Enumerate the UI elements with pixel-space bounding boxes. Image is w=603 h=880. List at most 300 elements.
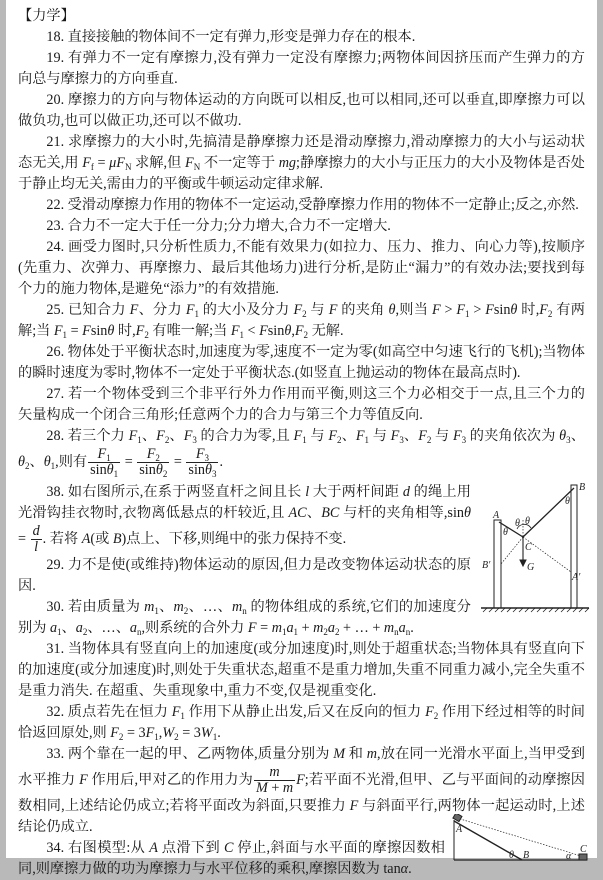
variable-subscript: 2: [155, 453, 160, 463]
variable-subscript: n: [137, 627, 142, 637]
variable-symbol: AC: [288, 505, 307, 521]
math-variable: [185, 155, 200, 171]
variable-symbol: θ: [510, 302, 518, 318]
variable-symbol: W: [200, 725, 213, 741]
text-run: 时,: [517, 302, 540, 318]
svg-text:B: B: [523, 850, 530, 861]
variable-symbol: W: [162, 725, 175, 741]
variable-subscript: 1: [50, 460, 56, 471]
text-run: 求解,但: [131, 155, 186, 171]
variable-subscript: 1: [293, 627, 299, 637]
variable-symbol: m: [231, 599, 243, 615]
math-variable: [98, 446, 111, 462]
text-run: >: [469, 302, 486, 318]
text-run: =: [256, 620, 272, 636]
math-variable: [485, 302, 494, 318]
math-variable: [283, 780, 293, 796]
text-run: + … +: [339, 620, 384, 636]
fraction-numerator: [88, 447, 120, 463]
variable-symbol: m: [282, 780, 294, 796]
text-run: 作用下经过相等的时间恰返回原处,则: [18, 704, 585, 741]
variable-symbol: m: [144, 599, 155, 615]
math-variable: [156, 428, 169, 444]
math-variable: [286, 620, 298, 636]
variable-symbol: M: [333, 746, 346, 762]
text-run: 29. 力不是使(或维持)物体运动的原因,但力是改变物体运动状态的原因.: [18, 557, 471, 594]
variable-subscript: 1: [113, 469, 119, 479]
variable-subscript: 2: [82, 627, 88, 637]
text-run: >: [440, 302, 457, 318]
item-23: [18, 216, 585, 237]
text-run: 18. 直接接触的物体间不一定有弹力,形变是弹力存在的根本.: [46, 29, 416, 45]
variable-subscript: 1: [239, 330, 244, 340]
text-run: 、…、: [87, 620, 130, 636]
variable-symbol: F: [539, 302, 548, 318]
text-run: .: [219, 453, 224, 470]
fraction: [31, 524, 42, 555]
variable-subscript: 1: [106, 453, 111, 463]
variable-symbol: m: [383, 620, 395, 636]
variable-symbol: M: [255, 780, 268, 796]
text-run: =: [121, 453, 137, 470]
text-run: 有唯一解;当: [148, 323, 231, 339]
variable-symbol: d: [402, 484, 410, 500]
math-variable: [130, 620, 142, 636]
variable-symbol: m: [173, 599, 184, 615]
text-run: 和: [345, 746, 367, 762]
text-run: 时,: [114, 323, 136, 339]
variable-subscript: 2: [547, 309, 553, 319]
math-variable: [34, 539, 38, 555]
text-run: 22. 受滑动摩擦力作用的物体不一定运动,受静摩擦力作用的物体不一定静止;反之,亦然.: [46, 197, 579, 213]
variable-symbol: a: [327, 620, 335, 636]
variable-symbol: μF: [109, 155, 125, 171]
math-variable: [453, 428, 466, 444]
fraction: [254, 765, 295, 796]
text-run: 有两解;当: [18, 302, 585, 339]
variable-subscript: 1: [302, 435, 307, 445]
variable-symbol: F: [128, 428, 138, 444]
math-variable: [33, 523, 40, 539]
variable-symbol: F: [328, 428, 337, 444]
item-32: [18, 702, 585, 744]
variable-symbol: F: [97, 446, 107, 462]
variable-symbol: m: [366, 746, 378, 762]
variable-symbol: m: [269, 764, 280, 780]
math-variable: [367, 746, 377, 762]
variable-subscript: 2: [323, 627, 328, 637]
variable-symbol: θ: [559, 428, 567, 444]
variable-subscript: 1: [62, 330, 68, 340]
math-variable: [18, 454, 29, 470]
variable-symbol: θ: [43, 453, 51, 470]
math-variable: [82, 323, 91, 339]
text-run: 、…、: [188, 599, 232, 615]
text-run: 、: [29, 453, 44, 470]
fraction-denominator: [31, 540, 42, 555]
variable-subscript: 2: [336, 435, 342, 445]
item-31: [18, 639, 585, 702]
math-variable: [110, 725, 123, 741]
text-run: 作用下从静止出发,后又在反向的恒力: [184, 704, 426, 720]
text-run: ,: [158, 725, 163, 741]
svg-text:G: G: [527, 562, 535, 573]
math-variable: [44, 454, 55, 470]
text-run: 与: [431, 428, 453, 444]
variable-symbol: F: [230, 323, 240, 339]
text-run: 的夹角依次为: [466, 428, 560, 444]
math-variable: [399, 620, 411, 636]
text-run: .: [408, 861, 412, 877]
variable-symbol: l: [34, 539, 39, 555]
math-variable: [109, 155, 131, 171]
text-run: 、: [306, 505, 322, 521]
text-run: 与: [306, 428, 329, 444]
variable-symbol: θ: [18, 453, 25, 470]
text-run: 的夹角: [337, 302, 389, 318]
math-variable: [76, 620, 88, 636]
text-run: 、: [61, 620, 76, 636]
variable-subscript: 2: [164, 435, 170, 445]
variable-symbol: θ: [464, 505, 471, 521]
item-22: [18, 195, 585, 216]
text-run: 与斜面平行,两物体一起运动时,上述结论仍成立.: [18, 798, 585, 835]
math-variable: [248, 620, 257, 636]
variable-subscript: 3: [204, 453, 210, 463]
math-variable: [231, 323, 244, 339]
variable-symbol: α: [400, 861, 409, 877]
math-variable: [272, 620, 287, 636]
variable-symbol: F: [425, 704, 434, 720]
text-run: ;若平面不光滑,但甲、乙与平面间的动摩擦因数相同,上述结论仍成立;若将平面改为斜面,只要推力: [18, 771, 585, 814]
text-run: 20. 摩擦力的方向与物体运动的方向既可以相反,也可以相同,还可以垂直,即摩擦力可以做负功,也可以做正功,还可以不做功.: [18, 92, 585, 129]
math-variable: [205, 462, 216, 478]
variable-subscript: 2: [303, 330, 309, 340]
variable-symbol: F: [247, 620, 257, 636]
text-run: 与: [306, 302, 329, 318]
math-variable: [174, 599, 189, 615]
variable-symbol: F: [294, 323, 304, 339]
fraction-numerator: [186, 447, 218, 463]
text-run: 大于两杆间距: [309, 484, 403, 500]
text-run: 与: [369, 428, 391, 444]
text-run: <: [244, 323, 260, 339]
variable-subscript: 1: [180, 711, 185, 721]
variable-symbol: mg: [278, 155, 297, 171]
text-run: 23. 合力不一定大于任一分力;分力增大,合力不一定增大.: [46, 218, 391, 234]
variable-subscript: 2: [433, 711, 439, 721]
text-run: 、: [341, 428, 356, 444]
variable-symbol: F: [293, 302, 303, 318]
text-run: =: [93, 155, 110, 171]
math-variable: [425, 704, 438, 720]
variable-subscript: n: [242, 606, 247, 616]
text-run: 32. 质点若先在恒力: [46, 704, 172, 720]
text-run: 、: [169, 428, 184, 444]
math-variable: [313, 620, 328, 636]
text-run: sin: [188, 462, 205, 478]
math-variable: [356, 428, 369, 444]
variable-subscript: n: [394, 627, 399, 637]
variable-symbol: F: [293, 428, 303, 444]
variable-subscript: 2: [183, 606, 189, 616]
fraction: [186, 447, 218, 478]
math-variable: [464, 505, 471, 521]
variable-subscript: 2: [144, 330, 149, 340]
variable-subscript: 2: [174, 732, 179, 742]
variable-subscript: 2: [24, 460, 30, 471]
variable-symbol: θ: [155, 462, 163, 478]
fraction-denominator: [254, 781, 295, 796]
variable-symbol: F: [452, 428, 462, 444]
math-variable: [294, 428, 307, 444]
svg-text:A: A: [493, 510, 500, 521]
text-run: 、: [403, 428, 419, 444]
item-21: [18, 132, 585, 195]
variable-symbol: θ: [107, 323, 115, 339]
text-run: 不一定等于: [200, 155, 279, 171]
text-run: 无解.: [308, 323, 344, 339]
math-variable: [559, 428, 570, 444]
text-run: = 3: [123, 725, 146, 741]
svg-text:A′: A′: [572, 572, 581, 583]
left-pole: [494, 520, 501, 608]
variable-symbol: θ: [106, 462, 114, 478]
text-run: =: [170, 453, 186, 470]
variable-symbol: F: [79, 771, 88, 788]
math-variable: [288, 505, 306, 521]
math-variable: [196, 446, 209, 462]
variable-symbol: F: [349, 798, 359, 814]
fraction-numerator: [31, 524, 42, 540]
math-variable: [147, 446, 160, 462]
text-run: 的绳上用光滑钩挂衣物时,衣物离低悬点的杆较近,且: [18, 484, 471, 521]
svg-text:θ: θ: [515, 518, 520, 529]
math-variable: [391, 428, 404, 444]
math-variable: [144, 599, 159, 615]
variable-symbol: l: [305, 484, 310, 500]
variable-symbol: d: [32, 523, 40, 539]
item-28: [18, 426, 585, 478]
variable-symbol: F: [145, 725, 155, 741]
math-variable: [130, 302, 139, 318]
text-run: sin: [90, 462, 107, 478]
svg-text:θ: θ: [503, 527, 508, 538]
math-variable: [259, 323, 268, 339]
variable-symbol: F: [185, 155, 194, 171]
text-run: 38. 如右图所示,在系于两竖直杆之间且长: [46, 484, 306, 500]
variable-subscript: 3: [566, 435, 571, 445]
incline-model-figure: [451, 814, 591, 868]
math-variable: [403, 484, 410, 500]
variable-subscript: N: [124, 162, 132, 172]
item-34: [18, 824, 587, 880]
text-run: 、分力: [138, 302, 186, 318]
variable-symbol: F: [82, 323, 91, 339]
variable-subscript: 2: [335, 627, 340, 637]
variable-symbol: BC: [321, 505, 340, 521]
svg-text:C: C: [525, 542, 532, 553]
variable-symbol: θ: [388, 302, 396, 318]
text-run: 的合力为零,且: [196, 428, 294, 444]
variable-symbol: a: [129, 620, 137, 636]
text-run: 27. 若一个物体受到三个非平行外力作用而平衡,则这三个力必相交于一点,且三个力的矢量构成一个闭合三角形;任意两个力的合力与第三个力等值反向.: [18, 386, 585, 423]
text-run: (或: [90, 530, 113, 547]
text-run: +: [298, 620, 314, 636]
variable-symbol: F: [485, 302, 494, 318]
math-variable: [186, 302, 199, 318]
text-run: ,则有: [55, 453, 88, 470]
math-variable: [184, 428, 197, 444]
math-variable: [418, 428, 431, 444]
text-run: 停止,斜面与水平面的摩擦因数相同,则摩擦力做的功为摩擦力与水平位移的乘积,摩擦因数为 tan: [18, 840, 445, 877]
variable-subscript: 1: [364, 435, 370, 445]
variable-symbol: F: [146, 446, 156, 462]
variable-symbol: F: [195, 446, 205, 462]
variable-subscript: 1: [194, 309, 199, 319]
item-26: [18, 342, 585, 384]
variable-subscript: 2: [426, 435, 432, 445]
variable-subscript: 2: [302, 309, 307, 319]
text-run: 30. 若由质量为: [46, 599, 145, 615]
text-run: sin: [139, 462, 156, 478]
variable-subscript: 1: [154, 606, 159, 616]
svg-text:B′: B′: [482, 560, 491, 571]
variable-subscript: 2: [162, 469, 168, 479]
fraction-denominator: [186, 463, 218, 478]
text-run: = 3: [178, 725, 201, 741]
variable-symbol: a: [49, 620, 58, 636]
variable-subscript: 3: [461, 435, 467, 445]
text-run: 的大小及分力: [198, 302, 294, 318]
item-27: [18, 384, 585, 426]
text-run: .: [217, 725, 221, 741]
variable-subscript: 1: [137, 435, 142, 445]
variable-symbol: m: [313, 620, 324, 636]
math-variable: [296, 772, 305, 788]
math-variable: [384, 620, 399, 636]
variable-symbol: a: [75, 620, 83, 636]
text-run: +: [267, 780, 283, 796]
math-variable: [82, 155, 94, 171]
variable-symbol: m: [271, 620, 282, 636]
variable-subscript: 2: [118, 732, 124, 742]
math-variable: [107, 462, 118, 478]
variable-symbol: F: [456, 302, 466, 318]
math-variable: [113, 531, 122, 547]
fraction: [137, 447, 169, 478]
math-variable: [321, 505, 339, 521]
math-variable: [269, 764, 279, 780]
variable-symbol: F: [53, 323, 63, 339]
variable-symbol: θ: [204, 462, 212, 478]
math-variable: [136, 323, 149, 339]
text-run: =: [18, 530, 30, 547]
math-variable: [50, 620, 62, 636]
math-variable: [401, 861, 408, 877]
item-18: [18, 27, 585, 48]
variable-subscript: f: [90, 162, 94, 172]
math-variable: [333, 746, 345, 762]
math-variable: [162, 725, 178, 741]
math-variable: [79, 772, 88, 788]
text-run: 25. 已知合力: [46, 302, 130, 318]
fraction: [88, 447, 120, 478]
variable-symbol: B: [112, 530, 122, 547]
text-run: 、: [158, 599, 174, 615]
variable-subscript: 3: [399, 435, 404, 445]
variable-subscript: 1: [212, 732, 218, 742]
math-variable: [54, 323, 67, 339]
variable-subscript: 1: [154, 732, 159, 742]
variable-symbol: F: [135, 323, 145, 339]
fraction-numerator: [137, 447, 169, 463]
variable-subscript: 3: [192, 435, 197, 445]
math-variable: [432, 302, 441, 318]
text-run: 34. 右图模型:从: [46, 840, 150, 856]
fraction-numerator: [254, 765, 295, 781]
text-run: 、: [570, 428, 585, 444]
text-run: 21. 求摩擦力的大小时,先搞清是静摩擦力还是滑动摩擦力,滑动摩擦力的大小与运动状态无关,用: [18, 134, 585, 171]
math-variable: [328, 620, 340, 636]
text-run: . 若将: [42, 530, 82, 547]
variable-symbol: F: [259, 323, 268, 339]
text-run: 24. 画受力图时,只分析性质力,不能有效果力(如拉力、压力、推力、向心力等),按顺序(先重力、次弹力、再摩擦力、最后其他场力)进行分析,是防止“漏力”的有效办法;要找到每个力的施力物体,是避免“添力”的有效措施.: [18, 239, 585, 297]
section-heading: 【力学】: [18, 8, 75, 24]
item-24: [18, 237, 585, 300]
dotted-line-ac: [457, 818, 581, 856]
variable-symbol: F: [418, 428, 427, 444]
text-run: 31. 当物体具有竖直向上的加速度(或分加速度)时,则处于超重状态;当物体具有竖直向下的加速度(或分加速度)时,则处于失重状态,超重不是重力增加,失重不同重力减小,完全失重不是重力消失. 在超重、失重现象中,重力不变,仅是视重变化.: [18, 641, 585, 699]
variable-symbol: A: [81, 530, 91, 547]
text-run: ,放在同一光滑水平面上,当甲受到水平推力: [18, 746, 585, 788]
document-page: [6, 0, 597, 877]
variable-symbol: F: [183, 428, 193, 444]
fraction-denominator: [137, 463, 169, 478]
text-run: sin: [90, 323, 108, 339]
math-variable: [172, 704, 185, 720]
math-variable: [456, 302, 469, 318]
math-variable: [232, 599, 247, 615]
variable-symbol: F: [110, 725, 119, 741]
svg-text:α: α: [566, 851, 572, 862]
svg-text:B: B: [579, 482, 586, 493]
item-20: [18, 90, 585, 132]
variable-subscript: 1: [465, 309, 470, 319]
variable-symbol: C: [224, 840, 234, 856]
variable-symbol: a: [286, 620, 294, 636]
text-run: .: [410, 620, 414, 636]
right-pole: [571, 485, 577, 608]
variable-subscript: N: [193, 162, 201, 172]
math-variable: [149, 840, 158, 856]
variable-symbol: F: [390, 428, 400, 444]
variable-subscript: 3: [211, 469, 217, 479]
text-run: ;静摩擦力的大小与正压力的大小及物体是否处于静止均无关,需由力的平衡或牛顿运动定律求解.: [18, 155, 585, 192]
variable-symbol: F: [355, 428, 365, 444]
svg-text:A: A: [456, 824, 463, 835]
mechanics-section: [18, 6, 585, 880]
variable-subscript: 1: [57, 627, 62, 637]
text-run: 19. 有弹力不一定有摩擦力,没有弹力一定没有摩擦力;两物体间因挤压而产生弹力的方向总与摩擦力的方向垂直.: [18, 50, 585, 87]
variable-symbol: F: [432, 302, 441, 318]
math-variable: [293, 302, 306, 318]
math-variable: [539, 302, 552, 318]
text-run: ,则当: [395, 302, 433, 318]
text-run: 作用后,甲对乙的作用力为: [87, 771, 253, 788]
text-run: sin: [267, 323, 285, 339]
svg-text:C: C: [580, 844, 587, 855]
